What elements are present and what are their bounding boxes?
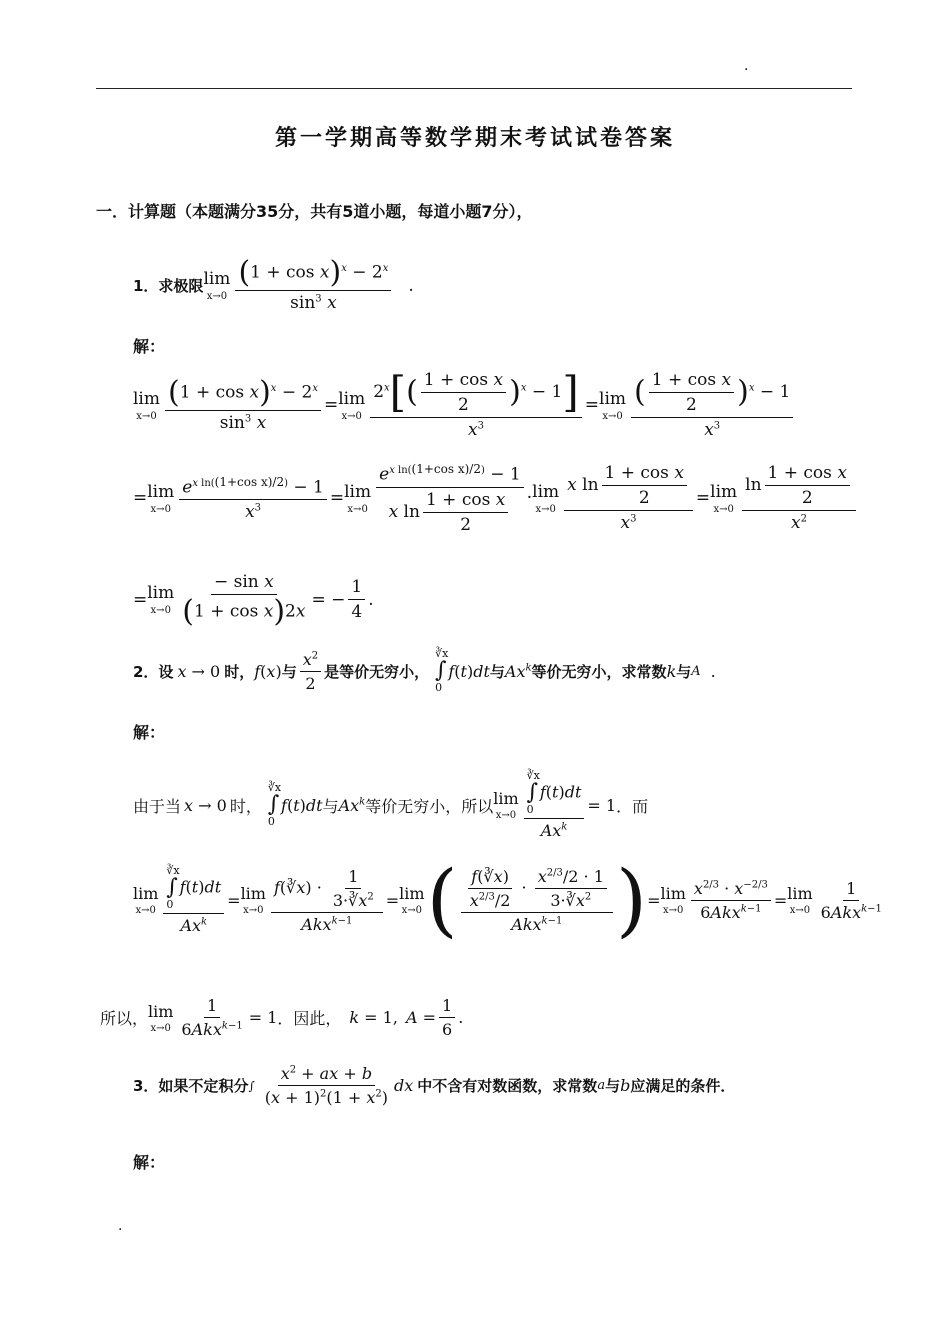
- question-3: 3．如果不定积分 ∫ $\frac{x^2 + ax + b}{(x + 1)^2(1 + x^2)}$ dx 中不含有对数函数，求常数 a 与 b 应满足的条件．: [133, 1064, 736, 1107]
- solution-1-line-3: = lim x→0 $\frac{\text{− sin x}}{\text{(1 + cos x)2x}}$ = − $\frac{1}{4}$ .: [133, 572, 374, 629]
- question-2-label: 2．设: [133, 662, 174, 681]
- footer-dot: .: [118, 1218, 123, 1234]
- formula-fraction: $\frac{(1 + \cos x)^x - 2^x}{\sin^3 x}$: [235, 258, 391, 313]
- question-1-end: .: [408, 275, 414, 296]
- answer-label-3: 解：: [133, 1153, 166, 1172]
- limit-operator: lim x→0: [203, 269, 231, 302]
- header-dot: .: [744, 58, 749, 74]
- solution-1-line-1: lim x→0 $\frac{(1 + \cos x)^x - 2^x}{\sin^3 x}$ = lim x→0 2$^x$[( $\frac{\text{1 + cos x}}{2}$ )$^x$ − 1] $x^3$ = lim x→0 ( $\frac{\text{1 + cos x}}{2}$ )$^x$ − 1 $x^3$: [133, 370, 796, 440]
- answer-label-2: 解：: [133, 723, 166, 742]
- question-3-label: 3．如果不定积分: [133, 1077, 249, 1095]
- section-heading: 一．计算题（本题满分35分，共有5道小题，每道小题7分），: [96, 202, 533, 221]
- page-title: 第一学期高等数学期末考试试卷答案: [274, 126, 675, 151]
- question-1-label: 1．求极限: [133, 277, 204, 295]
- solution-2-conclusion: 所以， lim x→0 $\frac{1}{6Akx^{k-1}}$ = 1 ．因此， k = 1, A = $\frac{1}{6}$ .: [100, 996, 464, 1039]
- answer-label-1: 解：: [133, 337, 166, 356]
- solution-2-line-2: lim x→0 ∛x ∫ 0 f(t)dt Ax$^k$ = lim x→0 f(∛x) · $\frac{1}{3\cdot∛x^2}$ Akx$^{k-1}$ = lim x→0 ( $\frac{f(∛x)}{x^{2/3}/2}$ · $\frac{x^{2/3}/2 \cdot 1}{3\cdot∛x^2}$ Akx$^{k-1}$ ) = lim x→0 $\frac{x^{2/3} \cdot x^{-2/3}}{6Akx^{k-1}}$ = lim x→0 $\frac{1}{6Akx^{k-1}}$: [133, 853, 882, 946]
- question-2: 2．设 x → 0 时， f(x) 与 $\frac{x^2}{2}$ 是等价无穷小， ∛x ∫ 0 f(t)dt 与 Ax$^k$ 等价无穷小，求常数 k 与 A .: [133, 647, 716, 695]
- question-1: [133, 255, 414, 313]
- solution-1-line-2: = lim x→0 $\frac{e^{x ln((1+cos x)/2)} - 1}{x^3}$ = lim x→0 $e^{x ln((1+cos x)/2)} - 1$ x ln $\frac{\text{1 + cos x}}{2}$ · lim x→0 x ln $\frac{\text{1 + cos x}}{2}$ $x^3$ = lim x→0 ln $\frac{\text{1 + cos x}}{2}$ $x^2$: [133, 462, 859, 535]
- solution-2-line-1: 由于当 x → 0 时， ∛x ∫ 0 f(t)dt 与 Ax$^k$ 等价无穷小，所以 lim x→0 ∛x ∫ 0 f(t)dt Ax$^k$ = 1 ．而: [133, 769, 649, 841]
- header-rule: [96, 88, 852, 89]
